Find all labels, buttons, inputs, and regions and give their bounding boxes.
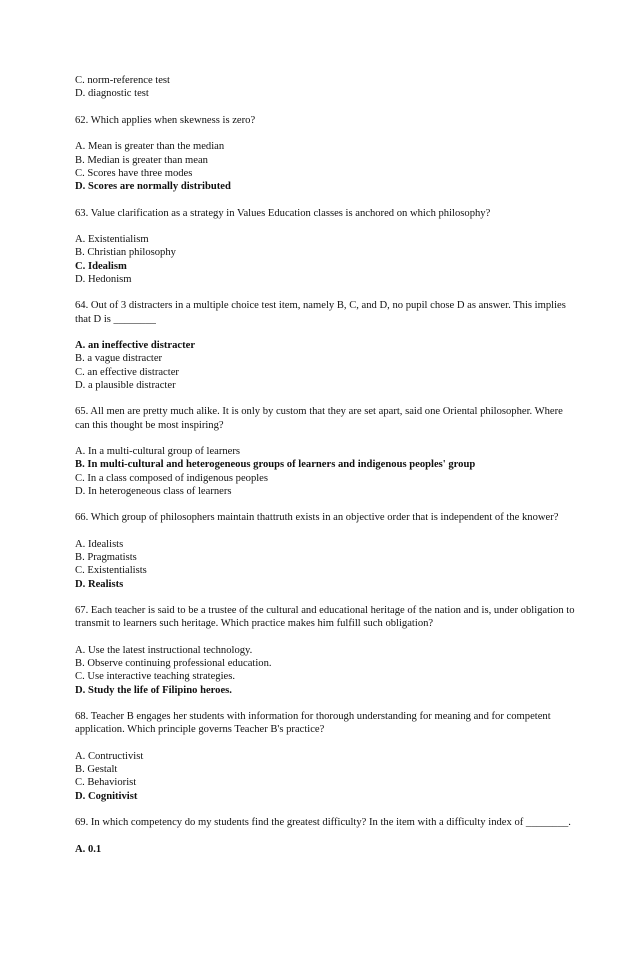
answer-option: A. Idealists (75, 538, 124, 550)
question-text: 66. Which group of philosophers maintain thattruth exists in an objective order that is independent of the knower? (75, 512, 559, 524)
question-text: 67. Each teacher is said to be a trustee of the cultural and educational heritage of the nation and is, under obligation to transmit to learners such heritage. Which practice makes him fulfill such obligation? (75, 605, 575, 630)
spacer (75, 829, 575, 842)
question-text: 64. Out of 3 distracters in a multiple choice test item, namely B, C, and D, no pupil chose D as answer. This implies that D is ________ (75, 300, 566, 325)
answer-option-correct: D. Study the life of Filipino heroes. (75, 684, 232, 696)
spacer (75, 392, 575, 405)
question-q63 (75, 207, 575, 286)
question-text: 63. Value clarification as a strategy in Values Education classes is anchored on which philosophy? (75, 207, 491, 219)
question-q65 (75, 405, 575, 498)
spacer (75, 100, 575, 113)
answer-option-correct: D. Cognitivist (75, 790, 138, 802)
spacer (75, 498, 575, 511)
question-text: 62. Which applies when skewness is zero? (75, 114, 256, 126)
answer-option: D. In heterogeneous class of learners (75, 485, 232, 497)
answer-option: C. norm-reference test (75, 75, 171, 86)
spacer (75, 286, 575, 299)
question-text: 68. Teacher B engages her students with information for thorough understanding for meaning and for competent application. Which principle governs Teacher B's practice? (75, 711, 551, 736)
question-q66 (75, 511, 575, 590)
answer-option: A. In a multi-cultural group of learners (75, 446, 241, 458)
question-q62 (75, 114, 575, 193)
spacer (75, 591, 575, 604)
answer-option-correct: C. Idealism (75, 260, 127, 272)
spacer (75, 193, 575, 206)
question-list (75, 74, 575, 856)
continued-options (75, 74, 575, 100)
answer-option: C. Use interactive teaching strategies. (75, 671, 236, 683)
answer-option: B. a vague distracter (75, 353, 163, 365)
spacer (75, 803, 575, 816)
answer-option: A. Existentialism (75, 234, 149, 246)
question-text: 69. In which competency do my students find the greatest difficulty? In the item with a difficulty index of ________. (75, 817, 571, 829)
question-q69 (75, 816, 575, 856)
spacer (75, 326, 575, 339)
spacer (75, 127, 575, 140)
answer-option: B. Gestalt (75, 764, 118, 776)
answer-option: B. Pragmatists (75, 552, 137, 564)
answer-option: C. Scores have three modes (75, 167, 193, 179)
answer-option-correct: A. an ineffective distracter (75, 340, 196, 352)
answer-option: C. In a class composed of indigenous peoples (75, 472, 269, 484)
answer-option: C. Behaviorist (75, 777, 137, 789)
question-q64 (75, 299, 575, 392)
question-text: 65. All men are pretty much alike. It is only by custom that they are set apart, said one Oriental philosopher. Where can this thought be most inspiring? (75, 406, 563, 431)
answer-option-correct: B. In multi-cultural and heterogeneous groups of learners and indigenous peoples' group (75, 459, 476, 471)
answer-option: A. Use the latest instructional technology. (75, 644, 253, 656)
question-q68 (75, 710, 575, 803)
answer-option: B. Median is greater than mean (75, 154, 208, 166)
answer-option: C. an effective distracter (75, 366, 179, 378)
spacer (75, 631, 575, 644)
answer-option-correct: A. 0.1 (75, 843, 102, 855)
answer-option: A. Contructivist (75, 750, 144, 762)
answer-option: D. Hedonism (75, 273, 132, 285)
answer-option-correct: D. Scores are normally distributed (75, 181, 231, 192)
spacer (75, 220, 575, 233)
answer-option: D. diagnostic test (75, 88, 149, 100)
answer-option: D. a plausible distracter (75, 379, 176, 391)
question-q67 (75, 604, 575, 697)
spacer (75, 432, 575, 445)
answer-option: C. Existentialists (75, 565, 147, 577)
spacer (75, 697, 575, 710)
answer-option: B. Observe continuing professional education. (75, 658, 272, 670)
answer-option-correct: D. Realists (75, 578, 124, 590)
answer-option: A. Mean is greater than the median (75, 141, 225, 153)
spacer (75, 737, 575, 750)
answer-option: B. Christian philosophy (75, 247, 176, 259)
spacer (75, 525, 575, 538)
